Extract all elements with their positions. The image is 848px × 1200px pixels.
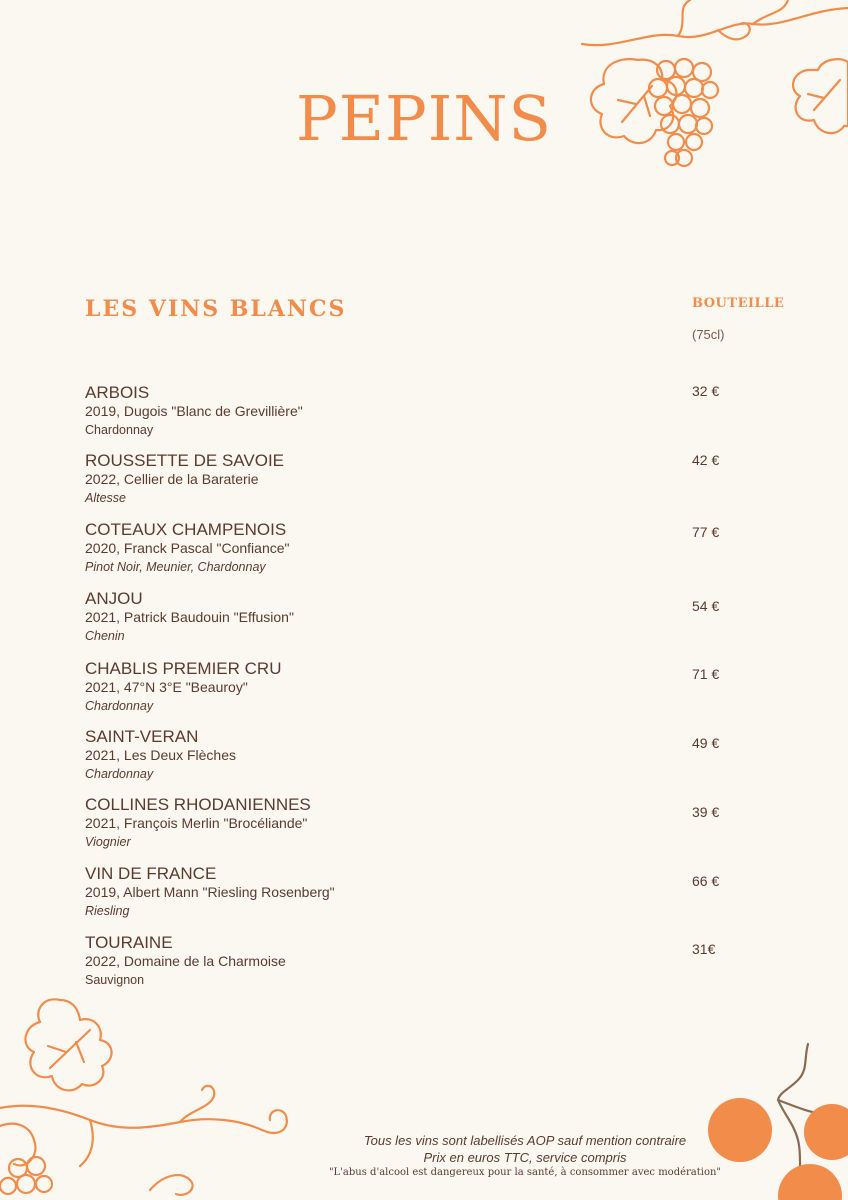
wine-item	[85, 796, 685, 851]
wine-name: TOURAINE	[85, 933, 173, 952]
wine-name: ARBOIS	[85, 383, 150, 402]
wine-name: COLLINES RHODANIENNES	[85, 795, 311, 814]
wine-item	[85, 934, 685, 989]
wine-name: SAINT-VERAN	[85, 727, 199, 746]
wine-item	[85, 728, 685, 783]
wine-item	[85, 521, 685, 576]
wine-item	[85, 590, 685, 645]
wine-detail: 2019, Albert Mann "Riesling Rosenberg"	[85, 884, 335, 900]
wine-name: CHABLIS PREMIER CRU	[85, 659, 282, 678]
wine-item	[85, 452, 685, 507]
wine-detail: 2022, Cellier de la Baraterie	[85, 471, 259, 487]
wine-grape: Pinot Noir, Meunier, Chardonnay	[85, 560, 266, 574]
section-title: LES VINS BLANCS	[85, 296, 347, 322]
wine-name: ROUSSETTE DE SAVOIE	[85, 451, 285, 470]
footer-price-note: Prix en euros TTC, service compris	[423, 1150, 627, 1165]
wine-price: 54 €	[692, 598, 720, 614]
restaurant-title: PEPINS	[296, 82, 552, 155]
wine-grape: Riesling	[85, 904, 130, 918]
wine-item	[85, 384, 685, 439]
wine-price: 31€	[692, 941, 716, 957]
wine-item	[85, 660, 685, 715]
wine-grape: Chardonnay	[85, 699, 154, 713]
wine-grape: Chardonnay	[85, 767, 154, 781]
wine-name: VIN DE FRANCE	[85, 864, 217, 883]
wine-price: 66 €	[692, 873, 720, 889]
footer-health-warning: "L'abus d'alcool est dangereux pour la santé, à consommer avec modération"	[328, 1167, 722, 1178]
wine-price: 32 €	[692, 383, 720, 399]
wine-detail: 2021, Les Deux Flèches	[85, 747, 236, 763]
wine-name: COTEAUX CHAMPENOIS	[85, 520, 287, 539]
wine-grape: Altesse	[85, 491, 126, 505]
wine-grape: Sauvignon	[85, 973, 145, 987]
wine-price: 77 €	[692, 524, 720, 540]
wine-price: 39 €	[692, 804, 720, 820]
wine-grape: Chardonnay	[85, 423, 154, 437]
wine-detail: 2020, Franck Pascal "Confiance"	[85, 540, 290, 556]
wine-detail: 2022, Domaine de la Charmoise	[85, 953, 286, 969]
wine-grape: Chenin	[85, 629, 125, 643]
wine-item	[85, 865, 685, 920]
wine-grape: Viognier	[85, 835, 131, 849]
wine-detail: 2021, François Merlin "Brocéliande"	[85, 815, 308, 831]
wine-detail: 2021, Patrick Baudouin "Effusion"	[85, 609, 294, 625]
footer-notes	[320, 1132, 730, 1180]
footer-aop-note: Tous les vins sont labellisés AOP sauf mention contraire	[363, 1133, 687, 1148]
wine-price: 71 €	[692, 666, 720, 682]
vine-leaf-illustration-bottom	[0, 990, 300, 1200]
column-header-volume: (75cl)	[692, 327, 725, 342]
wine-detail: 2021, 47°N 3°E "Beauroy"	[85, 679, 248, 695]
wine-name: ANJOU	[85, 589, 143, 608]
wine-price: 49 €	[692, 735, 720, 751]
wine-price: 42 €	[692, 452, 720, 468]
column-header-bottle: BOUTEILLE	[692, 296, 785, 311]
wine-detail: 2019, Dugois "Blanc de Grevillière"	[85, 403, 303, 419]
